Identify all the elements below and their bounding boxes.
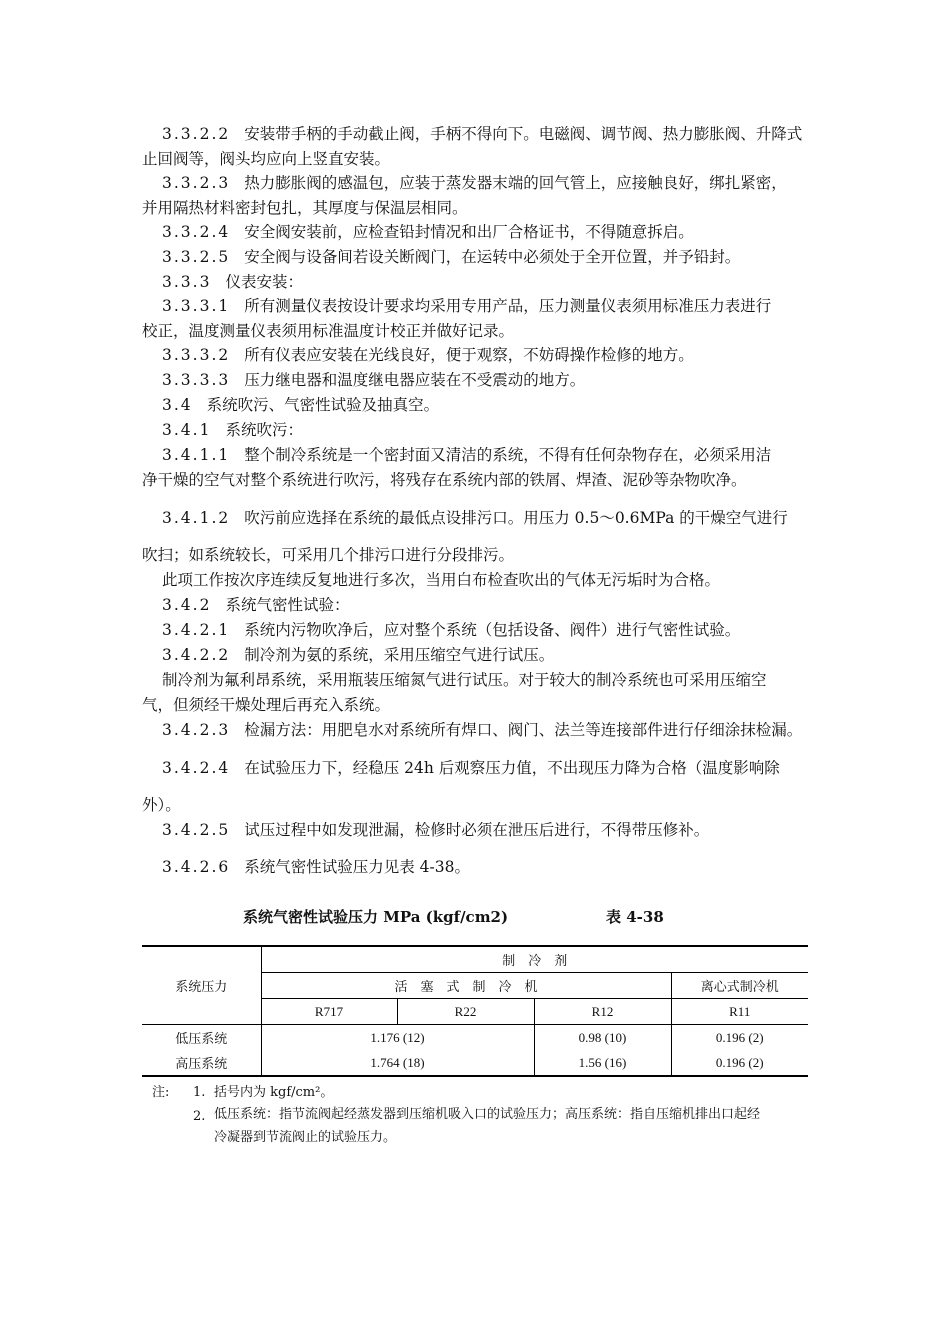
clause-number: 3.3.3.3 [162,371,231,389]
header-system-pressure: 系统压力 [142,946,261,1025]
clause-number: 3.4.1 [162,421,212,439]
clause-number: 3.4.2.1 [162,621,231,639]
clause-number: 3.4.2.3 [162,721,231,739]
cell-r717-r22: 1.176 (12) [261,1025,534,1051]
paragraph: 制冷剂为氟利昂系统，采用瓶装压缩氮气进行试压。对于较大的制冷系统也可采用压缩空 [162,671,767,689]
table-row [142,1025,808,1051]
clause-number: 3.3.2.5 [162,248,231,266]
clause-number: 3.4.2 [162,596,212,614]
clause-number: 3.4.1.2 [162,509,231,527]
clause-number: 3.4.2.4 [162,759,231,777]
note-number: 2. [193,1109,206,1124]
note-label: 注: [152,1085,170,1100]
paragraph-continuation: 气，但须经干燥处理后再充入系统。 [142,696,391,714]
clause-number: 3.3.2.3 [162,174,231,192]
paragraph: 3.4.2.6 系统气密性试验压力见表 4-38。 [162,858,470,876]
row-label: 高压系统 [142,1050,261,1076]
column-header: R22 [397,999,534,1025]
cell-r12: 0.98 (10) [534,1025,671,1051]
pressure-table [142,945,808,1077]
paragraph: 3.4.2.2 制冷剂为氨的系统，采用压缩空气进行试压。 [162,646,555,664]
table-title: 系统气密性试验压力 MPa (kgf/cm2) [243,908,509,926]
paragraph: 3.4.2.5 试压过程中如发现泄漏，检修时必须在泄压后进行，不得带压修补。 [162,821,710,839]
paragraph-continuation: 外）。 [142,796,181,814]
paragraph: 3.3.3.3 压力继电器和温度继电器应装在不受震动的地方。 [162,371,586,389]
paragraph: 3.4.2.1 系统内污物吹净后，应对整个系统（包括设备、阀件）进行气密性试验。 [162,621,741,639]
clause-number: 3.4.1.1 [162,446,231,464]
note-1: 括号内为 kgf/cm²。 [214,1085,334,1100]
clause-number: 3.3.3.2 [162,346,231,364]
clause-number: 3.3.2.4 [162,223,231,241]
paragraph-continuation: 吹扫；如系统较长，可采用几个排污口进行分段排污。 [142,546,515,564]
paragraph: 此项工作按次序连续反复地进行多次，当用白布检查吹出的气体无污垢时为合格。 [162,571,721,589]
paragraph: 3.3.2.5 安全阀与设备间若设关断阀门，在运转中必须处于全开位置，并予铅封。 [162,248,741,266]
paragraph-continuation: 校正，温度测量仪表须用标准温度计校正并做好记录。 [142,322,515,340]
cell-r11: 0.196 (2) [671,1050,808,1076]
paragraph: 3.3.2.2 安装带手柄的手动截止阀，手柄不得向下。电磁阀、调节阀、热力膨胀阀、升降式 [162,125,803,143]
header-refrigerant: 制 冷 剂 [261,946,808,973]
clause-number: 3.3.3 [162,273,212,291]
paragraph: 3.4.2.4 在试验压力下，经稳压 24h 后观察压力值，不出现压力降为合格（温度影响除 [162,759,780,777]
paragraph: 3.4.1.1 整个制冷系统是一个密封面又清洁的系统，不得有任何杂物存在，必须采用洁 [162,446,772,464]
header-piston-compressor: 活 塞 式 制 冷 机 [261,973,671,999]
paragraph: 3.3.2.4 安全阀安装前，应检查铅封情况和出厂合格证书，不得随意拆启。 [162,223,694,241]
paragraph: 3.4.2.3 检漏方法：用肥皂水对系统所有焊口、阀门、法兰等连接部件进行仔细涂抹检漏。 [162,721,803,739]
paragraph-continuation: 止回阀等，阀头均应向上竖直安装。 [142,150,391,168]
paragraph-continuation: 净干燥的空气对整个系统进行吹污，将残存在系统内部的铁屑、焊渣、泥砂等杂物吹净。 [142,471,747,489]
cell-r12: 1.56 (16) [534,1050,671,1076]
section-heading: 3.4.1 系统吹污： [162,421,303,439]
paragraph: 3.4.1.2 吹污前应选择在系统的最低点设排污口。用压力 0.5～0.6MPa 的干燥空气进行 [162,509,788,527]
section-heading: 3.4 系统吹污、气密性试验及抽真空。 [162,396,440,414]
header-centrifugal-compressor: 离心式制冷机 [671,973,808,999]
column-header: R717 [261,999,397,1025]
cell-r11: 0.196 (2) [671,1025,808,1051]
note-2: 低压系统：指节流阀起经蒸发器到压缩机吸入口的试验压力；高压系统：指自压缩机排出口起经 [214,1107,761,1122]
paragraph: 3.3.2.3 热力膨胀阀的感温包，应装于蒸发器末端的回气管上，应接触良好，绑扎紧密， [162,174,787,192]
clause-number: 3.4 [162,396,193,414]
table-number: 表 4-38 [606,908,664,926]
clause-number: 3.4.2.6 [162,858,231,876]
section-heading: 3.4.2 系统气密性试验： [162,596,350,614]
paragraph-continuation: 并用隔热材料密封包扎，其厚度与保温层相同。 [142,199,468,217]
paragraph: 3.3.3.2 所有仪表应安装在光线良好，便于观察，不妨碍操作检修的地方。 [162,346,694,364]
column-header: R11 [671,999,808,1025]
table-row [142,1050,808,1076]
clause-number: 3.4.2.2 [162,646,231,664]
note-number: 1. [193,1085,206,1100]
cell-r717-r22: 1.764 (18) [261,1050,534,1076]
clause-number: 3.3.2.2 [162,125,231,143]
paragraph: 3.3.3.1 所有测量仪表按设计要求均采用专用产品，压力测量仪表须用标准压力表进行 [162,297,772,315]
row-label: 低压系统 [175,1031,228,1046]
column-header: R12 [534,999,671,1025]
clause-number: 3.4.2.5 [162,821,231,839]
note-2-continuation: 冷凝器到节流阀止的试验压力。 [214,1130,397,1145]
section-heading: 3.3.3 仪表安装： [162,273,303,291]
clause-number: 3.3.3.1 [162,297,231,315]
